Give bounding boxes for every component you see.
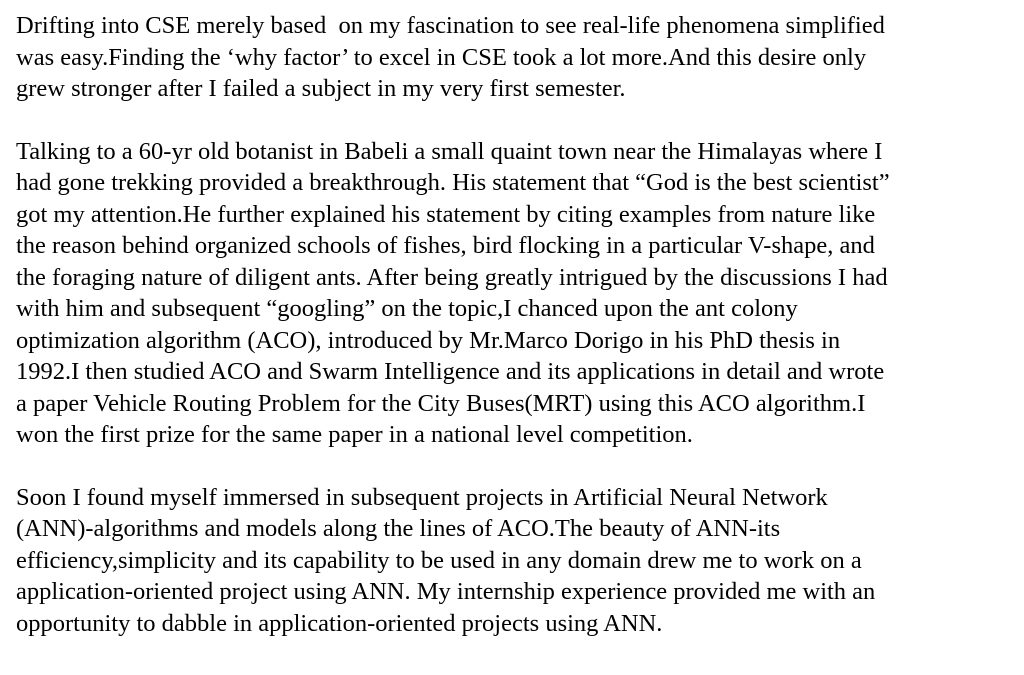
paragraph-2	[16, 136, 1016, 451]
text-line: 1992.I then studied ACO and Swarm Intelligence and its applications in detail and wrote	[16, 358, 885, 385]
text-line: efficiency,simplicity and its capability to be used in any domain drew me to work on a	[16, 546, 862, 574]
text-line: opportunity to dabble in application-oriented projects using ANN.	[16, 609, 663, 637]
document-body	[16, 10, 1016, 670]
text-line: had gone trekking provided a breakthrough. His statement that “God is the best scientist”	[16, 169, 890, 196]
text-line: Soon I found myself immersed in subsequent projects in Artificial Neural Network	[16, 483, 828, 511]
text-line: Drifting into CSE merely based on my fascination to see real-life phenomena simplified	[16, 12, 885, 39]
text-line: won the first prize for the same paper in a national level competition.	[16, 421, 693, 448]
text-line: grew stronger after I failed a subject in my very first semester.	[16, 75, 626, 102]
text-line: the foraging nature of diligent ants. After being greatly intrigued by the discussions I had	[16, 263, 888, 291]
text-line: application-oriented project using ANN. My internship experience provided me with an	[16, 578, 876, 605]
text-line: (ANN)-algorithms and models along the lines of ACO.The beauty of ANN-its	[16, 515, 781, 542]
text-line: optimization algorithm (ACO), introduced by Mr.Marco Dorigo in his PhD thesis in	[16, 326, 841, 354]
text-line: a paper Vehicle Routing Problem for the City Buses(MRT) using this ACO algorithm.I	[16, 389, 866, 417]
text-line: got my attention.He further explained his statement by citing examples from nature like	[16, 200, 876, 228]
paragraph-3	[16, 482, 1016, 640]
text-line: Talking to a 60-yr old botanist in Babeli a small quaint town near the Himalayas where I	[16, 137, 883, 165]
text-line: with him and subsequent “googling” on the topic,I chanced upon the ant colony	[16, 295, 798, 322]
text-line: was easy.Finding the ‘why factor’ to excel in CSE took a lot more.And this desire only	[16, 43, 867, 71]
text-line: the reason behind organized schools of fishes, bird flocking in a particular V-shape, and	[16, 232, 875, 259]
paragraph-1	[16, 10, 1016, 105]
